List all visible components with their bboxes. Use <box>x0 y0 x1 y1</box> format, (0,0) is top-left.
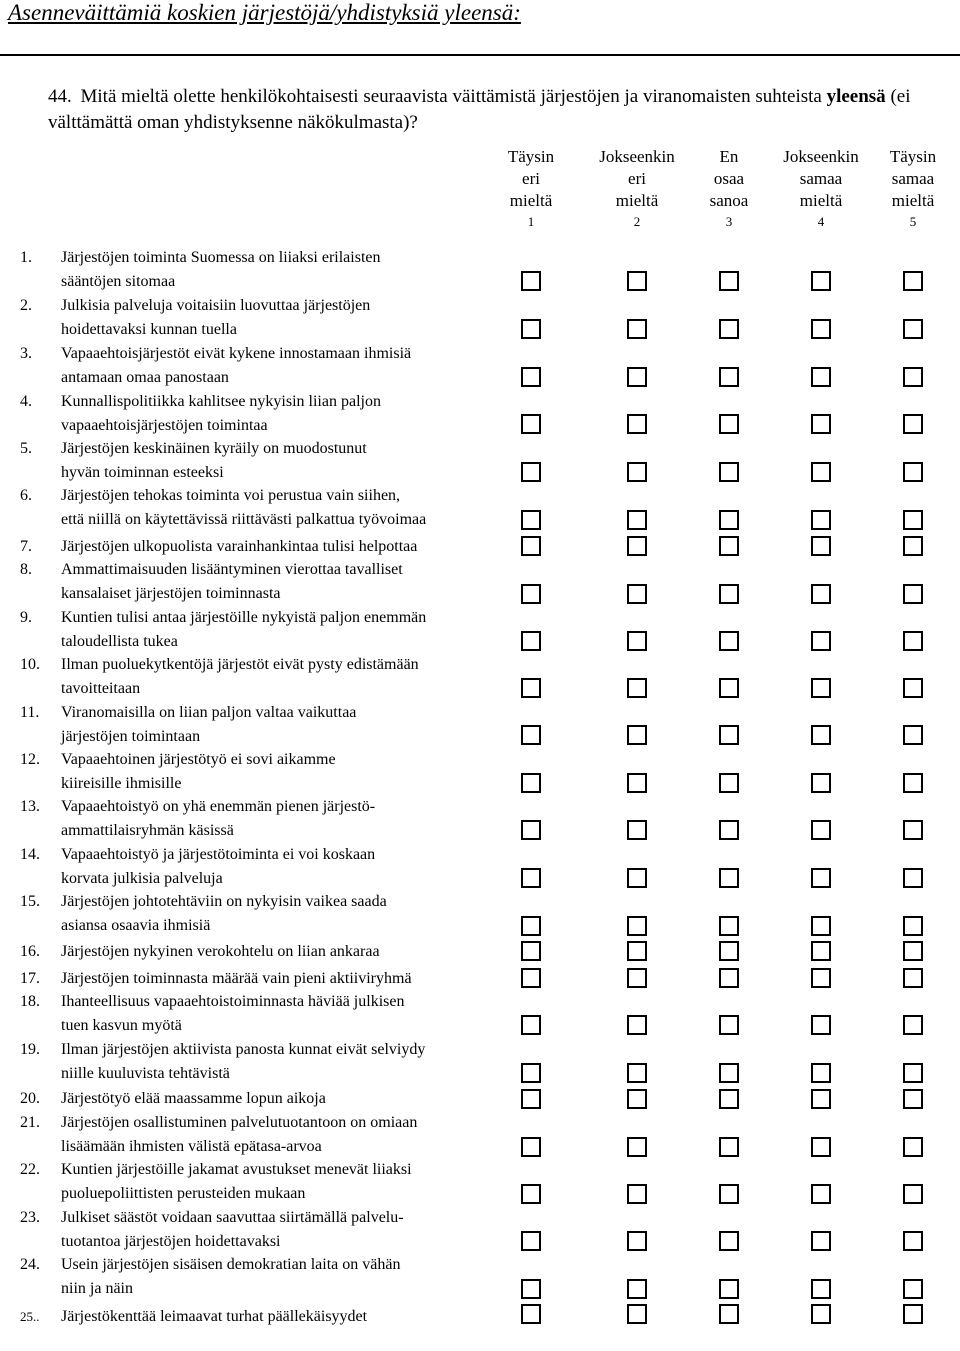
statement-number: 6. <box>20 487 32 504</box>
statement-number: 7. <box>20 538 32 555</box>
answer-checkbox-3[interactable] <box>719 367 739 387</box>
answer-checkbox-5[interactable] <box>903 1089 923 1109</box>
scale-number: 3 <box>725 214 733 229</box>
answer-checkbox-3[interactable] <box>719 868 739 888</box>
answer-checkbox-3[interactable] <box>719 1137 739 1157</box>
answer-checkbox-5[interactable] <box>903 631 923 651</box>
answer-checkbox-3[interactable] <box>719 725 739 745</box>
answer-checkbox-3[interactable] <box>719 1015 739 1035</box>
statement-text <box>61 1038 511 1086</box>
scale-label-line: mieltä <box>799 191 843 210</box>
statement-number: 18. <box>20 993 40 1010</box>
scale-label-line: mieltä <box>891 191 935 210</box>
statement-line: Järjestöjen keskinäinen kyräily on muodostunut <box>61 440 367 457</box>
answer-checkbox-4[interactable] <box>811 584 831 604</box>
statement-line: Järjestöjen johtotehtäviin on nykyisin vaikea saada <box>61 893 387 910</box>
statement-text <box>61 890 511 938</box>
statement-text <box>61 1206 511 1254</box>
statement-line: korvata julkisia palveluja <box>61 870 223 887</box>
statement-number: 17. <box>20 970 40 987</box>
statement-number: 10. <box>20 656 40 673</box>
scale-number: 5 <box>909 214 917 229</box>
answer-checkbox-4[interactable] <box>811 1089 831 1109</box>
statement-text <box>61 990 511 1038</box>
statement-line: Järjestöjen ulkopuolista varainhankintaa tulisi helpottaa <box>61 538 418 555</box>
answer-checkbox-3[interactable] <box>719 414 739 434</box>
answer-checkbox-5[interactable] <box>903 414 923 434</box>
statement-number: 8. <box>20 561 32 578</box>
answer-checkbox-1[interactable] <box>521 1137 541 1157</box>
answer-checkbox-1[interactable] <box>521 367 541 387</box>
statement-line: tavoitteitaan <box>61 680 141 697</box>
statement-line: Viranomaisilla on liian paljon valtaa vaikuttaa <box>61 704 357 721</box>
answer-checkbox-1[interactable] <box>521 319 541 339</box>
statement-line: tuotantoa järjestöjen hoidettavaksi <box>61 1233 281 1250</box>
statement-line: Kunnallispolitiikka kahlitsee nykyisin liian paljon <box>61 393 381 410</box>
answer-checkbox-5[interactable] <box>903 968 923 988</box>
statement-number: 1. <box>20 249 32 266</box>
statement-number: 4. <box>20 393 32 410</box>
statement-line: Järjestöjen toiminnasta määrää vain pieni aktiiviryhmä <box>61 970 412 987</box>
statement-line: Järjestökenttää leimaavat turhat päällekäisyydet <box>61 1308 368 1325</box>
answer-checkbox-4[interactable] <box>811 725 831 745</box>
answer-checkbox-1[interactable] <box>521 414 541 434</box>
statement-text <box>61 246 511 294</box>
scale-label-line: eri <box>628 169 646 188</box>
answer-checkbox-5[interactable] <box>903 773 923 793</box>
answer-checkbox-4[interactable] <box>811 367 831 387</box>
statement-text <box>61 484 511 532</box>
statement-text <box>61 1111 511 1159</box>
answer-checkbox-1[interactable] <box>521 968 541 988</box>
answer-checkbox-4[interactable] <box>811 941 831 961</box>
statement-line: kiireisille ihmisille <box>61 775 182 792</box>
answer-checkbox-4[interactable] <box>811 536 831 556</box>
statement-line: Ihanteellisuus vapaaehtoistoiminnasta häviää julkisen <box>61 993 405 1010</box>
answer-checkbox-2[interactable] <box>627 319 647 339</box>
answer-checkbox-3[interactable] <box>719 1279 739 1299</box>
statement-line: Ilman järjestöjen aktiivista panosta kunnat eivät selviydy <box>61 1041 426 1058</box>
statement-text <box>61 294 511 342</box>
answer-checkbox-4[interactable] <box>811 631 831 651</box>
answer-checkbox-2[interactable] <box>627 773 647 793</box>
answer-checkbox-1[interactable] <box>521 271 541 291</box>
answer-checkbox-4[interactable] <box>811 678 831 698</box>
answer-checkbox-1[interactable] <box>521 510 541 530</box>
statement-line: sääntöjen sitomaa <box>61 273 176 290</box>
answer-checkbox-1[interactable] <box>521 1063 541 1083</box>
scale-label-line: Täysin <box>889 147 937 166</box>
answer-checkbox-2[interactable] <box>627 414 647 434</box>
answer-checkbox-2[interactable] <box>627 536 647 556</box>
answer-checkbox-5[interactable] <box>903 1304 923 1324</box>
statement-line: taloudellista tukea <box>61 633 178 650</box>
statement-line: Järjestöjen tehokas toiminta voi perustua vain siihen, <box>61 487 401 504</box>
answer-checkbox-3[interactable] <box>719 271 739 291</box>
answer-checkbox-5[interactable] <box>903 678 923 698</box>
statement-number: 9. <box>20 609 32 626</box>
scale-label-line: samaa <box>891 169 935 188</box>
answer-checkbox-2[interactable] <box>627 1063 647 1083</box>
answer-checkbox-1[interactable] <box>521 536 541 556</box>
answer-checkbox-2[interactable] <box>627 941 647 961</box>
statement-number: 20. <box>20 1090 40 1107</box>
statement-number: 24. <box>20 1256 40 1273</box>
question-emphasis: yleensä <box>826 86 886 107</box>
statement-text <box>61 342 511 390</box>
answer-checkbox-2[interactable] <box>627 820 647 840</box>
statement-line: järjestöjen toimintaan <box>61 728 201 745</box>
answer-checkbox-5[interactable] <box>903 916 923 936</box>
answer-checkbox-2[interactable] <box>627 916 647 936</box>
question-text-before: Mitä mieltä olette henkilökohtaisesti seuraavista väittämistä järjestöjen ja viranomaisten suhteista <box>80 86 827 107</box>
statement-text <box>61 606 511 654</box>
answer-checkbox-5[interactable] <box>903 725 923 745</box>
answer-checkbox-3[interactable] <box>719 510 739 530</box>
answer-checkbox-2[interactable] <box>627 1137 647 1157</box>
answer-checkbox-3[interactable] <box>719 968 739 988</box>
statement-text <box>61 1158 511 1206</box>
answer-checkbox-4[interactable] <box>811 773 831 793</box>
answer-checkbox-4[interactable] <box>811 271 831 291</box>
answer-checkbox-1[interactable] <box>521 941 541 961</box>
statement-line: antamaan omaa panostaan <box>61 369 229 386</box>
answer-checkbox-3[interactable] <box>719 1231 739 1251</box>
page-title: Asenneväittämiä koskien järjestöjä/yhdistyksiä yleensä: <box>8 0 521 25</box>
scale-label-line: mieltä <box>509 191 553 210</box>
scale-label-line: En <box>719 147 739 166</box>
answer-checkbox-5[interactable] <box>903 941 923 961</box>
scale-label-line: eri <box>522 169 540 188</box>
statement-line: Julkisia palveluja voitaisiin luovuttaa järjestöjen <box>61 297 371 314</box>
statement-line: Vapaaehtoistyö on yhä enemmän pienen järjestö- <box>61 798 376 815</box>
statement-line: Usein järjestöjen sisäisen demokratian laita on vähän <box>61 1256 401 1273</box>
statement-number: 14. <box>20 846 40 863</box>
answer-checkbox-5[interactable] <box>903 584 923 604</box>
scale-label-line: osaa <box>713 169 745 188</box>
answer-checkbox-2[interactable] <box>627 1279 647 1299</box>
answer-checkbox-5[interactable] <box>903 1015 923 1035</box>
statement-number: 23. <box>20 1209 40 1226</box>
scale-label-line: samaa <box>799 169 843 188</box>
answer-checkbox-5[interactable] <box>903 1063 923 1083</box>
answer-checkbox-2[interactable] <box>627 367 647 387</box>
answer-checkbox-2[interactable] <box>627 725 647 745</box>
statement-line: hoidettavaksi kunnan tuella <box>61 321 237 338</box>
answer-checkbox-2[interactable] <box>627 678 647 698</box>
answer-checkbox-4[interactable] <box>811 1304 831 1324</box>
statement-line: Vapaaehtoisjärjestöt eivät kykene innostamaan ihmisiä <box>61 345 412 362</box>
statement-text <box>61 1087 511 1111</box>
statement-text <box>61 558 511 606</box>
answer-checkbox-5[interactable] <box>903 1279 923 1299</box>
answer-checkbox-2[interactable] <box>627 1231 647 1251</box>
answer-checkbox-4[interactable] <box>811 1015 831 1035</box>
statement-number: 2. <box>20 297 32 314</box>
answer-checkbox-4[interactable] <box>811 820 831 840</box>
statement-text <box>61 701 511 749</box>
statement-line: Järjestöjen osallistuminen palvelutuotantoon on omiaan <box>61 1114 418 1131</box>
statement-text <box>61 843 511 891</box>
answer-checkbox-4[interactable] <box>811 1137 831 1157</box>
answer-checkbox-5[interactable] <box>903 536 923 556</box>
statement-number: 25.. <box>20 1309 40 1324</box>
answer-checkbox-5[interactable] <box>903 367 923 387</box>
statement-number: 3. <box>20 345 32 362</box>
answer-checkbox-3[interactable] <box>719 1089 739 1109</box>
question-number: 44. <box>48 86 72 107</box>
statement-line: hyvän toiminnan esteeksi <box>61 464 224 481</box>
answer-checkbox-1[interactable] <box>521 868 541 888</box>
scale-option-1 <box>476 146 586 232</box>
statement-number: 13. <box>20 798 40 815</box>
statement-line: Ilman puoluekytkentöjä järjestöt eivät pysty edistämään <box>61 656 419 673</box>
answer-checkbox-3[interactable] <box>719 631 739 651</box>
answer-checkbox-4[interactable] <box>811 868 831 888</box>
answer-checkbox-3[interactable] <box>719 584 739 604</box>
answer-checkbox-5[interactable] <box>903 319 923 339</box>
answer-checkbox-4[interactable] <box>811 916 831 936</box>
answer-checkbox-2[interactable] <box>627 1184 647 1204</box>
answer-checkbox-4[interactable] <box>811 462 831 482</box>
answer-checkbox-2[interactable] <box>627 1089 647 1109</box>
answer-checkbox-2[interactable] <box>627 462 647 482</box>
statement-text <box>61 653 511 701</box>
answer-checkbox-5[interactable] <box>903 1137 923 1157</box>
answer-checkbox-1[interactable] <box>521 725 541 745</box>
statement-text <box>61 795 511 843</box>
answer-checkbox-1[interactable] <box>521 1231 541 1251</box>
statement-number: 21. <box>20 1114 40 1131</box>
answer-checkbox-3[interactable] <box>719 1063 739 1083</box>
answer-checkbox-1[interactable] <box>521 773 541 793</box>
statement-line: asiansa osaavia ihmisiä <box>61 917 211 934</box>
answer-checkbox-2[interactable] <box>627 271 647 291</box>
statement-line: Järjestöjen toiminta Suomessa on liiaksi erilaisten <box>61 249 381 266</box>
answer-checkbox-4[interactable] <box>811 414 831 434</box>
scale-label-line: sanoa <box>709 191 749 210</box>
statement-number: 11. <box>20 704 40 721</box>
answer-checkbox-5[interactable] <box>903 1184 923 1204</box>
statement-number: 16. <box>20 943 40 960</box>
answer-checkbox-1[interactable] <box>521 916 541 936</box>
statement-line: Järjestötyö elää maassamme lopun aikoja <box>61 1090 326 1107</box>
answer-checkbox-1[interactable] <box>521 1015 541 1035</box>
answer-checkbox-4[interactable] <box>811 968 831 988</box>
statement-line: Kuntien järjestöille jakamat avustukset menevät liiaksi <box>61 1161 412 1178</box>
statement-number: 12. <box>20 751 40 768</box>
statement-line: Ammattimaisuuden lisääntyminen vierottaa tavalliset <box>61 561 403 578</box>
statement-text <box>61 535 511 559</box>
statement-line: niille kuuluvista tehtävistä <box>61 1065 230 1082</box>
answer-checkbox-2[interactable] <box>627 968 647 988</box>
statement-number: 22. <box>20 1161 40 1178</box>
statement-line: kansalaiset järjestöjen toiminnasta <box>61 585 281 602</box>
statement-line: vapaaehtoisjärjestöjen toimintaa <box>61 417 268 434</box>
statement-text <box>61 940 511 964</box>
header-divider <box>0 54 960 56</box>
scale-label-line: Täysin <box>507 147 555 166</box>
answer-checkbox-3[interactable] <box>719 941 739 961</box>
question-text-after: (ei välttämättä oman yhdistyksenne näkökulmasta)? <box>48 86 911 133</box>
answer-checkbox-3[interactable] <box>719 678 739 698</box>
answer-checkbox-1[interactable] <box>521 631 541 651</box>
statement-line: Kuntien tulisi antaa järjestöille nykyistä paljon enemmän <box>61 609 427 626</box>
answer-checkbox-3[interactable] <box>719 319 739 339</box>
statement-text <box>61 748 511 796</box>
answer-checkbox-2[interactable] <box>627 510 647 530</box>
answer-checkbox-5[interactable] <box>903 271 923 291</box>
answer-checkbox-4[interactable] <box>811 319 831 339</box>
answer-checkbox-1[interactable] <box>521 584 541 604</box>
statement-text <box>61 967 511 991</box>
answer-checkbox-2[interactable] <box>627 584 647 604</box>
answer-checkbox-5[interactable] <box>903 462 923 482</box>
statement-line: ammattilaisryhmän käsissä <box>61 822 234 839</box>
answer-checkbox-1[interactable] <box>521 1184 541 1204</box>
statement-number: 15. <box>20 893 40 910</box>
scale-number: 4 <box>817 214 825 229</box>
answer-checkbox-3[interactable] <box>719 462 739 482</box>
scale-number: 1 <box>527 214 535 229</box>
scale-number: 2 <box>633 214 641 229</box>
answer-checkbox-1[interactable] <box>521 1089 541 1109</box>
answer-checkbox-4[interactable] <box>811 1063 831 1083</box>
answer-checkbox-2[interactable] <box>627 1304 647 1324</box>
statement-text <box>61 437 511 485</box>
answer-checkbox-5[interactable] <box>903 510 923 530</box>
answer-checkbox-5[interactable] <box>903 1231 923 1251</box>
answer-checkbox-3[interactable] <box>719 1184 739 1204</box>
question-text <box>48 84 928 136</box>
answer-checkbox-2[interactable] <box>627 868 647 888</box>
statement-line: että niillä on käytettävissä riittävästi palkattua työvoimaa <box>61 511 427 528</box>
statement-text <box>61 390 511 438</box>
statement-number: 5. <box>20 440 32 457</box>
answer-checkbox-3[interactable] <box>719 820 739 840</box>
statement-line: Julkiset säästöt voidaan saavuttaa siirtämällä palvelu- <box>61 1209 404 1226</box>
answer-checkbox-3[interactable] <box>719 536 739 556</box>
answer-checkbox-2[interactable] <box>627 1015 647 1035</box>
answer-checkbox-1[interactable] <box>521 1304 541 1324</box>
answer-checkbox-1[interactable] <box>521 678 541 698</box>
statement-number: 19. <box>20 1041 40 1058</box>
answer-checkbox-3[interactable] <box>719 916 739 936</box>
statement-line: tuen kasvun myötä <box>61 1017 182 1034</box>
statement-line: Järjestöjen nykyinen verokohtelu on liian ankaraa <box>61 943 380 960</box>
statement-line: lisäämään ihmisten välistä epätasa-arvoa <box>61 1138 322 1155</box>
answer-checkbox-4[interactable] <box>811 1231 831 1251</box>
answer-checkbox-4[interactable] <box>811 1184 831 1204</box>
statement-line: puoluepoliittisten perusteiden mukaan <box>61 1185 306 1202</box>
scale-label-line: Jokseenkin <box>599 147 675 166</box>
statement-line: Vapaaehtoinen järjestötyö ei sovi aikamme <box>61 751 336 768</box>
answer-checkbox-1[interactable] <box>521 820 541 840</box>
statement-text <box>61 1253 511 1301</box>
answer-checkbox-3[interactable] <box>719 1304 739 1324</box>
scale-label-line: mieltä <box>615 191 659 210</box>
answer-checkbox-3[interactable] <box>719 773 739 793</box>
answer-checkbox-1[interactable] <box>521 462 541 482</box>
statement-line: niin ja näin <box>61 1280 133 1297</box>
statement-text <box>61 1305 511 1329</box>
scale-label-line: Jokseenkin <box>783 147 859 166</box>
statement-line: Vapaaehtoistyö ja järjestötoiminta ei voi koskaan <box>61 846 376 863</box>
scale-option-5 <box>858 146 960 232</box>
answer-checkbox-2[interactable] <box>627 631 647 651</box>
answer-checkbox-5[interactable] <box>903 820 923 840</box>
answer-checkbox-5[interactable] <box>903 868 923 888</box>
answer-checkbox-1[interactable] <box>521 1279 541 1299</box>
answer-checkbox-4[interactable] <box>811 1279 831 1299</box>
answer-checkbox-4[interactable] <box>811 510 831 530</box>
